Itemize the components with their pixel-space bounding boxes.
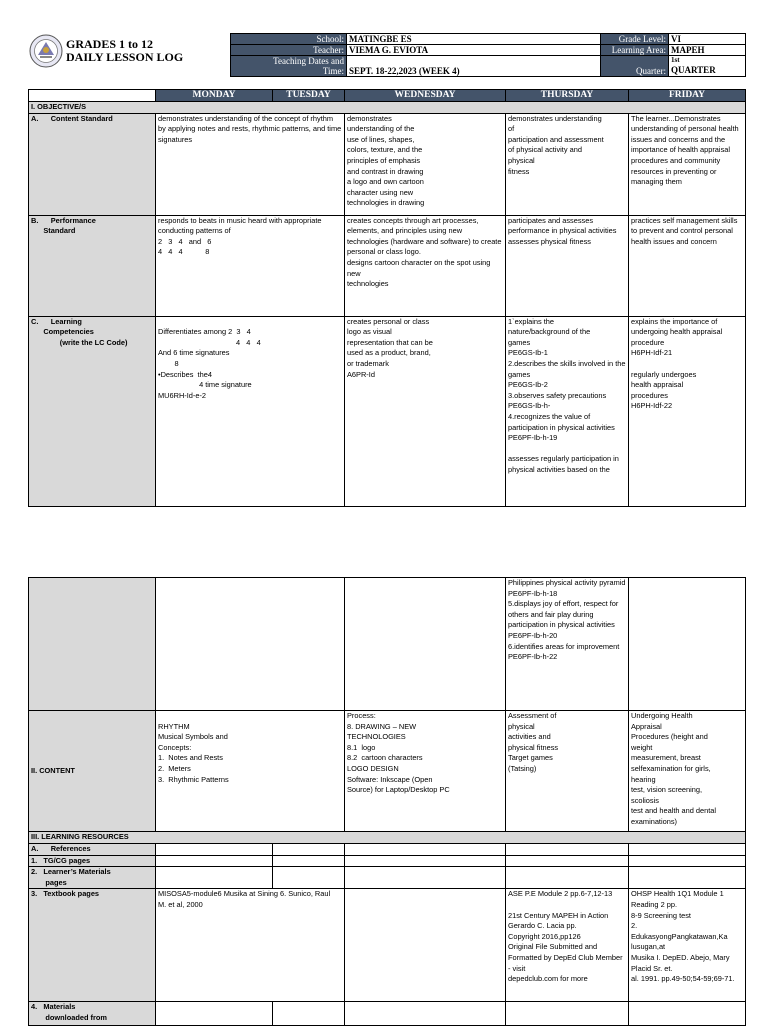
competencies-cont-wednesday (345, 578, 506, 711)
content-label: II. CONTENT (29, 711, 156, 832)
competencies-cont-monday (156, 578, 345, 711)
tg-pages-wednesday (345, 855, 506, 867)
competencies-thursday: 1`explains the nature/background of the games PE6GS-Ib-1 2.describes the skills involved in the games PE6GS-Ib-2 3.observes safety precautions PE6GS-Ib-h- 4.recognizes the value of participation in physical activities PE6PF-Ib-h-19 assesses regularly participation in physical activities based on the (506, 316, 629, 506)
content-standard-label: A. Content Standard (29, 113, 156, 215)
textbook-wednesday (345, 889, 506, 1002)
learning-area-value: MAPEH (669, 45, 746, 56)
teacher-label: Teacher: (231, 45, 347, 56)
references-label: A. References (29, 844, 156, 856)
lm-pages-wednesday (345, 867, 506, 889)
competencies-label: C. Learning Competencies (write the LC Code) (29, 316, 156, 506)
lm-pages-monday (156, 867, 273, 889)
day-header-tuesday: TUESDAY (273, 90, 345, 102)
references-thursday (506, 844, 629, 856)
lm-pages-friday (629, 867, 746, 889)
materials-tuesday (273, 1002, 345, 1026)
day-header-wednesday: WEDNESDAY (345, 90, 506, 102)
content-thursday: Assessment of physical activities and physical fitness Target games (Tatsing) (506, 711, 629, 832)
teaching-dates-label-line-1: Teaching Dates and (273, 56, 344, 66)
grade-level-value: VI (669, 34, 746, 45)
materials-wednesday (345, 1002, 506, 1026)
competencies-cont-thursday: Philippines physical activity pyramid PE6PF-Ib-h-18 5.displays joy of effort, respect for others and fair play during participation in physical activities PE6PF-Ib-h-20 6.identifies areas for improvement PE6PF-Ib-h-22 (506, 578, 629, 711)
objectives-heading: I. OBJECTIVE/S (29, 102, 746, 114)
textbook-pages-label: 3. Textbook pages (29, 889, 156, 1002)
form-title-line-2: DAILY LESSON LOG (66, 50, 184, 64)
references-wednesday (345, 844, 506, 856)
competencies-cont-label (29, 578, 156, 711)
textbook-monday: MISOSA5-module6 Musika at Sining 6. Sunico, Raul M. et al, 2000 (156, 889, 345, 1002)
teaching-dates-label (231, 56, 347, 77)
tg-pages-label: 1. TG/CG pages (29, 855, 156, 867)
competencies-friday: explains the importance of undergoing health appraisal procedure H6PH-Idf-21 regularly undergoes health appraisal procedures H6PH-Idf-22 (629, 316, 746, 506)
references-monday (156, 844, 273, 856)
teaching-dates-label-line-2: Time: (322, 66, 344, 76)
tg-pages-friday (629, 855, 746, 867)
textbook-thursday: ASE P.E Module 2 pp.6-7,12-13 21st Century MAPEH in Action Gerardo C. Lacia pp. Copyright 2016,pp126 Original File Submitted and Formatted by DepEd Club Member - visit depedclub.com for more (506, 889, 629, 1002)
quarter-value (669, 56, 746, 77)
school-value: MATINGBE ES (347, 34, 601, 45)
performance-standard-monday: responds to beats in music heard with appropriate conducting patterns of 2 3 4 and 6 4 4 4 8 (156, 215, 345, 316)
performance-standard-friday: practices self management skills to prevent and control personal health issues and concern (629, 215, 746, 316)
content-standard-friday: The learner...Demonstrates understanding of personal health issues and concerns and the importance of health appraisal procedures and community resources in preventing or managing them (629, 113, 746, 215)
lesson-log-table-1 (28, 89, 746, 507)
quarter-number: 1st (671, 56, 680, 64)
tg-pages-thursday (506, 855, 629, 867)
day-header-blank (29, 90, 156, 102)
content-friday: Undergoing Health Appraisal Procedures (height and weight measurement, breast selfexamination for girls, hearing test, vision screening, scoliosis test and health and dental examinations) (629, 711, 746, 832)
grade-level-label: Grade Level: (601, 34, 669, 45)
teacher-value: VIEMA G. EVIOTA (347, 45, 601, 56)
references-friday (629, 844, 746, 856)
teaching-dates-value: SEPT. 18-22,2023 (WEEK 4) (347, 56, 601, 77)
header-info-table (230, 33, 746, 77)
materials-monday (156, 1002, 273, 1026)
form-title (66, 38, 183, 64)
lm-pages-label: 2. Learner’s Materials pages (29, 867, 156, 889)
school-label: School: (231, 34, 347, 45)
competencies-wednesday: creates personal or class logo as visual representation that can be used as a product, brand, or trademark A6PR-Id (345, 316, 506, 506)
day-header-monday: MONDAY (156, 90, 273, 102)
materials-thursday (506, 1002, 629, 1026)
content-standard-thursday: demonstrates understanding of participation and assessment of physical activity and physical fitness (506, 113, 629, 215)
tg-pages-tuesday (273, 855, 345, 867)
learning-area-label: Learning Area: (601, 45, 669, 56)
content-monday: RHYTHM Musical Symbols and Concepts: 1. Notes and Rests 2. Meters 3. Rhythmic Patterns (156, 711, 345, 832)
day-header-friday: FRIDAY (629, 90, 746, 102)
materials-label: 4. Materials downloaded from (29, 1002, 156, 1026)
tg-pages-monday (156, 855, 273, 867)
references-tuesday (273, 844, 345, 856)
lm-pages-tuesday (273, 867, 345, 889)
performance-standard-wednesday: creates concepts through art processes, elements, and principles using new technologies (hardware and software) to create personal or class logo. designs cartoon character on the spot using new technologies (345, 215, 506, 316)
quarter-text: QUARTER (671, 65, 716, 75)
form-title-line-1: GRADES 1 to 12 (66, 37, 154, 51)
materials-friday (629, 1002, 746, 1026)
textbook-friday: OHSP Health 1Q1 Module 1 Reading 2 pp. 8-9 Screening test 2. EdukasyongPangkatawan,Ka lusugan,at Musika I. DepED. Abejo, Mary Placid Sr. et. al. 1991. pp.49-50;54-59;69-71. (629, 889, 746, 1002)
lesson-log-table-2 (28, 577, 746, 1026)
day-header-thursday: THURSDAY (506, 90, 629, 102)
performance-standard-label: B. Performance Standard (29, 215, 156, 316)
deped-seal-icon (29, 33, 63, 69)
competencies-cont-friday (629, 578, 746, 711)
lm-pages-thursday (506, 867, 629, 889)
performance-standard-thursday: participates and assesses performance in physical activities assesses physical fitness (506, 215, 629, 316)
learning-resources-heading: III. LEARNING RESOURCES (29, 832, 746, 844)
content-standard-monday: demonstrates understanding of the concept of rhythm by applying notes and rests, rhythmic patterns, and time signatures (156, 113, 345, 215)
competencies-monday: Differentiates among 2 3 4 4 4 4 And 6 time signatures 8 •Describes the4 4 time signature MU6RH-Id-e-2 (156, 316, 345, 506)
content-standard-wednesday: demonstrates understanding of the use of lines, shapes, colors, texture, and the principles of emphasis and contrast in drawing a logo and own cartoon character using new technologies in drawing (345, 113, 506, 215)
content-wednesday: Process: 8. DRAWING – NEW TECHNOLOGIES 8.1 logo 8.2 cartoon characters LOGO DESIGN Software: Inkscape (Open Source) for Laptop/Desktop PC (345, 711, 506, 832)
quarter-label: Quarter: (601, 56, 669, 77)
